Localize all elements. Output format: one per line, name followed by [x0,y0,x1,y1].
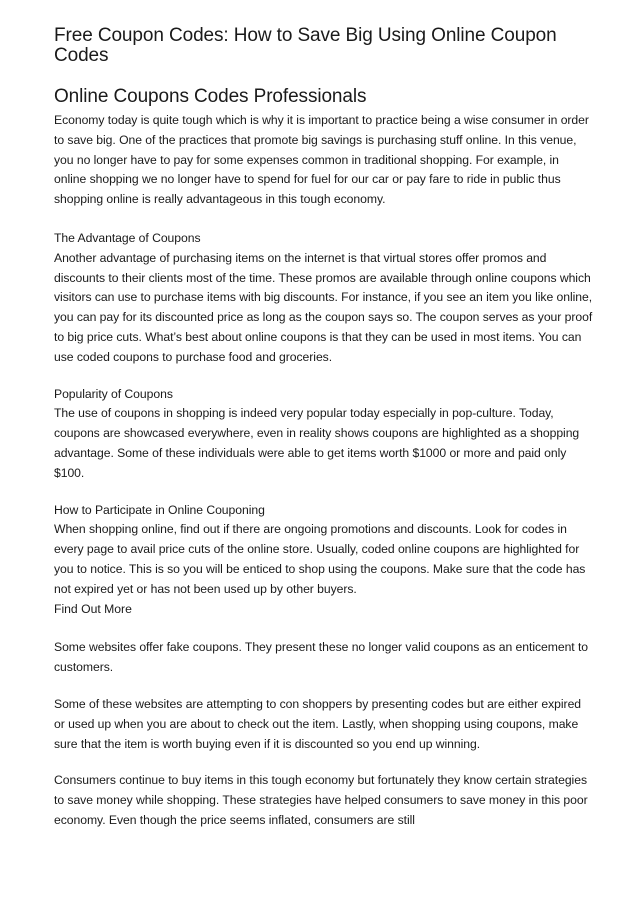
document-subtitle: Online Coupons Codes Professionals [54,86,367,107]
paragraph-consumers: Consumers continue to buy items in this tough economy but fortunately they know certain strategies to save money while shopping. These strategies have helped consumers to save money in this poor economy. Even though the price seems inflated, consumers are still [54,773,588,827]
paragraph-fake-coupons: Some websites offer fake coupons. They present these no longer valid coupons as an enticement to customers. [54,640,589,675]
intro-paragraph: Economy today is quite tough which is why it is important to practice being a wise consumer in order to save big. One of the practices that promote big savings is purchasing stuff online. In this venue, you no longer have to pay for some expenses common in traditional shopping. For example, in online shopping we no longer have to spend for fuel for our car or pay fare to ride in public thus shopping online is really advantageous in this tough economy. [54,113,589,207]
section-participate [54,501,594,600]
find-out-more-link[interactable]: Find Out More [54,601,132,616]
section-advantage [54,229,594,368]
paragraph-con-shoppers: Some of these websites are attempting to con shoppers by presenting codes but are either expired or used up when you are about to check out the item. Lastly, when shopping using coupons, make sure that the item is worth buying even if it is discounted so you end up winning. [54,696,582,751]
section-body: The use of coupons in shopping is indeed very popular today especially in pop-culture. Today, coupons are showcased everywhere, even in reality shows coupons are highlighted as a shopping advantage. Some of these individuals were able to get items worth $1000 or more and paid only $100. [54,406,580,480]
section-heading: How to Participate in Online Couponing [54,502,265,517]
section-body: When shopping online, find out if there are ongoing promotions and discounts. Look for codes in every page to avail price cuts of the online store. Usually, coded online coupons are highlighted for you to notice. This is so you will be enticed to shop using the coupons. Make sure that the code has not expired yet or has not been used up by other buyers. [54,522,586,596]
section-heading: The Advantage of Coupons [54,230,201,245]
section-heading: Popularity of Coupons [54,386,173,401]
section-body: Another advantage of purchasing items on the internet is that virtual stores offer promos and discounts to their clients most of the time. These promos are available through online coupons which visitors can use to purchase items with big discounts. For instance, if you see an item you like online, you can pay for its discounted price as long as the coupon says so. The coupon serves as your proof to big price cuts. What’s best about online coupons is that they can be used in most items. You can use coded coupons to purchase food and groceries. [54,250,593,364]
document-title: Free Coupon Codes: How to Save Big Using Online Coupon Codes [54,25,557,66]
document-page [54,26,594,848]
section-popularity [54,385,594,484]
